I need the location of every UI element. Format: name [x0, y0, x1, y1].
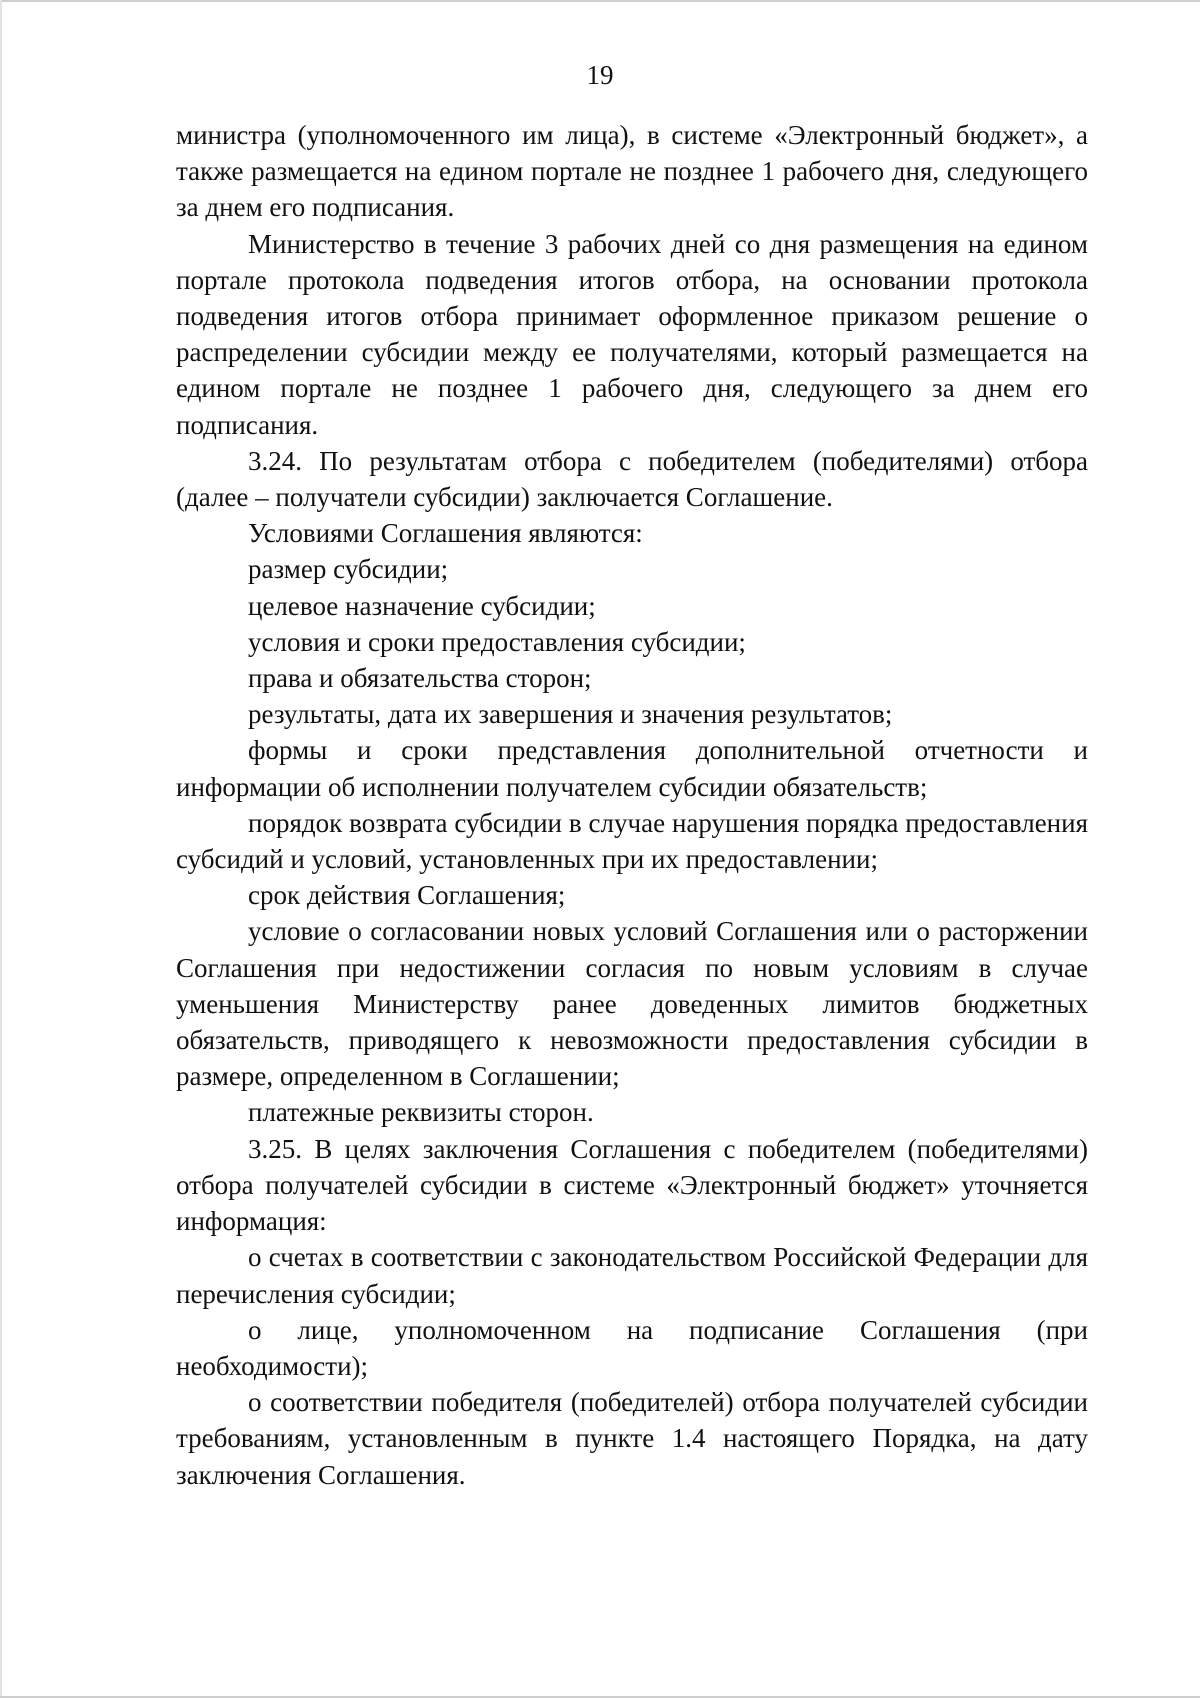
- paragraph-3-24: 3.24. По результатам отбора с победителем (победителями) отбора (далее – получатели субсидии) заключается Соглашение.: [176, 445, 1088, 513]
- list-item-payment-details: платежные реквизиты сторон.: [248, 1097, 594, 1128]
- list-item-agreement-term: срок действия Соглашения;: [248, 880, 566, 911]
- list-item-rights-obligations: права и обязательства сторон;: [248, 663, 592, 694]
- document-body: [176, 117, 1088, 1493]
- paragraph-agreement-conditions: Условиями Соглашения являются:: [248, 518, 643, 549]
- page-edge-left: [0, 0, 2, 1698]
- list-item-return-procedure: порядок возврата субсидии в случае нарушения порядка предоставления субсидий и условий, установленных при их предоставлении;: [176, 807, 1088, 875]
- list-item-new-conditions: условие о согласовании новых условий Соглашения или о расторжении Соглашения при недостижении согласия по новым условиям в случае уменьшения Министерству ранее доведенных лимитов бюджетных обязательств, приводящего к невозможности предоставления субсидии в размере, определенном в Соглашении;: [176, 916, 1088, 1092]
- list-item-subsidy-size: размер субсидии;: [248, 554, 449, 585]
- list-item-conditions-terms: условия и сроки предоставления субсидии;: [248, 626, 746, 657]
- page-number: 19: [586, 60, 614, 90]
- list-item-subsidy-purpose: целевое назначение субсидии;: [248, 590, 596, 621]
- list-item-accounts: о счетах в соответствии с законодательством Российской Федерации для перечисления субсидии;: [176, 1242, 1088, 1309]
- list-item-compliance: о соответствии победителя (победителей) отбора получателей субсидии требованиям, установленным в пункте 1.4 настоящего Порядка, на дату заключения Соглашения.: [176, 1387, 1088, 1490]
- paragraph-3-25: 3.25. В целях заключения Соглашения с победителем (победителями) отбора получателей субсидии в системе «Электронный бюджет» уточняется информация:: [176, 1133, 1088, 1237]
- page-edge-top: [0, 0, 1200, 2]
- list-item-authorized-person: о лице, уполномоченном на подписание Соглашения (при необходимости);: [176, 1314, 1088, 1381]
- paragraph-ministry-decision: Министерство в течение 3 рабочих дней со дня размещения на едином портале протокола подведения итогов отбора, на основании протокола подведения итогов отбора принимает оформленное приказом решение о распределении субсидии между ее получателями, который размещается на едином портале не позднее 1 рабочего дня, следующего за днем его подписания.: [176, 228, 1088, 440]
- paragraph-continuation: министра (уполномоченного им лица), в системе «Электронный бюджет», а также размещается на едином портале не позднее 1 рабочего дня, следующего за днем его подписания.: [176, 120, 1088, 223]
- list-item-reporting-forms: формы и сроки представления дополнительной отчетности и информации об исполнении получателем субсидии обязательств;: [176, 735, 1088, 802]
- list-item-results: результаты, дата их завершения и значения результатов;: [248, 699, 893, 730]
